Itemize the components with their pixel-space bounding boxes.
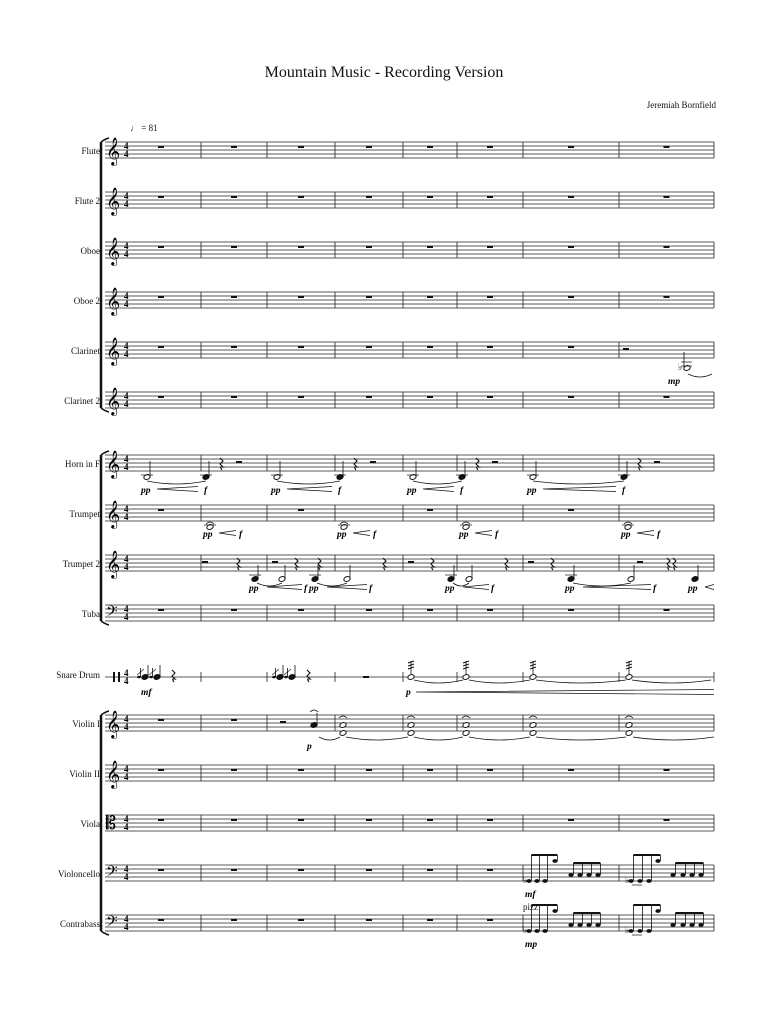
dynamic-pp: pp <box>621 530 631 540</box>
quarter-rest <box>220 458 223 470</box>
time-signature: 4 <box>124 504 129 514</box>
instrument-label: Horn in F <box>64 459 100 469</box>
whole-rest <box>487 346 493 348</box>
instrument-label: Clarinet 2 <box>64 396 100 406</box>
whole-rest <box>231 346 237 348</box>
notehead <box>407 674 415 681</box>
whole-rest <box>158 346 164 348</box>
tie <box>414 680 463 683</box>
time-signature: 4 <box>124 512 129 522</box>
whole-rest <box>427 769 433 771</box>
tie <box>414 737 463 740</box>
whole-rest <box>487 196 493 198</box>
whole-rest <box>568 769 574 771</box>
treble-clef-icon: 𝄞 <box>106 710 121 738</box>
notehead <box>655 909 660 913</box>
treble-clef-icon: 𝄞 <box>106 337 121 365</box>
whole-rest <box>298 146 304 148</box>
time-signature: 4 <box>124 822 129 832</box>
quarter-rest <box>295 558 298 570</box>
instrument-label: Viola <box>80 819 100 829</box>
half-rest <box>623 348 629 350</box>
whole-rest <box>158 609 164 611</box>
whole-rest <box>231 396 237 398</box>
time-signature: 4 <box>124 604 129 614</box>
notehead <box>552 909 557 913</box>
treble-clef-icon: 𝄞 <box>106 500 121 528</box>
half-rest <box>492 461 498 463</box>
whole-rest <box>298 196 304 198</box>
dynamic-mf: mf <box>525 890 536 900</box>
flat-icon: ♭ <box>678 362 683 372</box>
whole-rest <box>366 869 372 871</box>
flat-icon: ♭ <box>625 925 630 935</box>
whole-rest <box>427 609 433 611</box>
dynamic-f: f <box>373 530 377 540</box>
time-signature: 4 <box>124 864 129 874</box>
composer-name: Jeremiah Bornfield <box>646 100 716 110</box>
pizz-annotation: pizz <box>523 902 538 912</box>
whole-rest <box>298 919 304 921</box>
notehead <box>142 675 148 679</box>
time-signature: 4 <box>124 714 129 724</box>
treble-clef-icon: 𝄞 <box>106 237 121 265</box>
fermata-icon <box>340 522 348 524</box>
whole-rest <box>231 719 237 721</box>
whole-rest <box>366 346 372 348</box>
whole-rest <box>568 509 574 511</box>
whole-rest <box>487 769 493 771</box>
instrument-label: Flute <box>81 146 100 156</box>
tie <box>536 680 626 683</box>
time-signature: 4 <box>124 612 129 622</box>
dynamic-f: f <box>304 584 308 594</box>
whole-rest <box>158 296 164 298</box>
tempo-marking: ♩ = 81 <box>130 123 158 133</box>
flat-icon: ♭ <box>523 925 528 935</box>
time-signature: 4 <box>124 554 129 564</box>
instrument-label: Violin II <box>69 769 100 779</box>
whole-rest <box>427 346 433 348</box>
tie <box>346 737 408 740</box>
time-signature: 4 <box>124 149 129 159</box>
whole-rest <box>487 396 493 398</box>
notehead <box>586 923 591 927</box>
time-signature: 4 <box>124 299 129 309</box>
half-rest <box>654 461 660 463</box>
tie <box>277 481 340 484</box>
instrument-label: Clarinet <box>71 346 100 356</box>
dynamic-f: f <box>239 530 243 540</box>
bass-clef-icon: 𝄢 <box>106 863 118 884</box>
dynamic-pp: pp <box>337 530 347 540</box>
time-signature: 4 <box>124 241 129 251</box>
notehead <box>698 923 703 927</box>
fermata-icon <box>206 522 214 524</box>
time-signature: 4 <box>124 391 129 401</box>
crescendo-hairpin <box>219 531 236 536</box>
percussion-clef <box>118 672 120 682</box>
quarter-rest <box>383 558 386 570</box>
crescendo-hairpin <box>423 487 454 492</box>
notehead <box>577 873 582 877</box>
notehead <box>680 923 685 927</box>
whole-rest <box>568 296 574 298</box>
instrument-label: Trumpet 2 <box>62 559 100 569</box>
instrument-label: Oboe 2 <box>73 296 100 306</box>
dynamic-f: f <box>495 530 499 540</box>
time-signature: 4 <box>124 191 129 201</box>
dynamic-f: f <box>491 584 495 594</box>
tie <box>319 737 340 740</box>
whole-rest <box>664 196 670 198</box>
dynamic-p: p <box>406 688 411 698</box>
time-signature: 4 <box>124 676 129 686</box>
whole-rest <box>487 919 493 921</box>
time-signature: 4 <box>124 562 129 572</box>
notehead <box>670 923 675 927</box>
whole-rest <box>366 919 372 921</box>
whole-rest <box>298 609 304 611</box>
crescendo-hairpin <box>637 531 654 536</box>
treble-clef-icon: 𝄞 <box>106 287 121 315</box>
tie <box>533 481 624 484</box>
quarter-rest <box>667 558 670 570</box>
dynamic-f: f <box>204 486 208 496</box>
quarter-rest <box>638 458 641 470</box>
half-rest <box>236 461 242 463</box>
quarter-rest <box>476 458 479 470</box>
time-signature: 4 <box>124 341 129 351</box>
whole-rest <box>487 246 493 248</box>
half-rest <box>637 561 643 563</box>
dynamic-pp: pp <box>445 584 455 594</box>
time-signature: 4 <box>124 141 129 151</box>
whole-rest <box>231 769 237 771</box>
whole-rest <box>231 869 237 871</box>
time-signature: 4 <box>124 668 129 678</box>
notehead <box>646 929 651 933</box>
whole-rest <box>366 296 372 298</box>
crescendo-hairpin <box>327 585 367 590</box>
notehead <box>637 929 642 933</box>
tie <box>453 583 469 586</box>
notehead <box>534 929 539 933</box>
bass-clef-icon: 𝄢 <box>106 603 118 624</box>
notehead <box>542 879 547 883</box>
dynamic-pp: pp <box>271 486 281 496</box>
dynamic-pp: pp <box>309 584 319 594</box>
time-signature: 4 <box>124 349 129 359</box>
time-signature: 4 <box>124 199 129 209</box>
crescendo-hairpin <box>157 487 198 492</box>
whole-rest <box>366 146 372 148</box>
whole-rest <box>231 196 237 198</box>
tie <box>632 680 711 683</box>
whole-rest <box>158 819 164 821</box>
whole-rest <box>427 396 433 398</box>
notehead <box>154 675 160 679</box>
whole-rest <box>231 919 237 921</box>
dynamic-f: f <box>622 486 626 496</box>
notehead <box>689 923 694 927</box>
half-rest <box>528 561 534 563</box>
crescendo-hairpin <box>416 690 714 695</box>
whole-rest <box>231 146 237 148</box>
flat-icon: ♭ <box>523 875 528 885</box>
quarter-rest <box>307 670 310 682</box>
tie <box>469 680 530 683</box>
time-signature: 4 <box>124 291 129 301</box>
whole-rest <box>298 296 304 298</box>
dynamic-p: p <box>307 742 312 752</box>
whole-rest <box>664 819 670 821</box>
tie <box>257 583 282 586</box>
half-rest <box>363 676 369 678</box>
whole-rest <box>427 146 433 148</box>
time-signature: 4 <box>124 814 129 824</box>
whole-rest <box>158 246 164 248</box>
whole-rest <box>487 869 493 871</box>
treble-clef-icon: 𝄞 <box>106 450 121 478</box>
whole-rest <box>487 146 493 148</box>
whole-rest <box>568 346 574 348</box>
whole-rest <box>568 396 574 398</box>
half-rest <box>272 561 278 563</box>
dynamic-pp: pp <box>459 530 469 540</box>
quarter-rest <box>505 558 508 570</box>
whole-rest <box>298 346 304 348</box>
time-signature: 4 <box>124 462 129 472</box>
dynamic-pp: pp <box>203 530 213 540</box>
whole-rest <box>366 396 372 398</box>
whole-rest <box>487 819 493 821</box>
whole-rest <box>158 146 164 148</box>
instrument-label: Violoncello <box>58 869 100 879</box>
whole-rest <box>158 509 164 511</box>
time-signature: 4 <box>124 399 129 409</box>
dynamic-f: f <box>657 530 661 540</box>
half-rest <box>202 561 208 563</box>
tie <box>536 737 626 740</box>
whole-rest <box>664 609 670 611</box>
notehead <box>655 859 660 863</box>
notehead <box>529 674 537 681</box>
time-signature: 4 <box>124 914 129 924</box>
percussion-clef <box>113 672 115 682</box>
crescendo-hairpin <box>353 531 370 536</box>
notehead <box>670 873 675 877</box>
whole-rest <box>664 396 670 398</box>
quarter-rest <box>237 558 240 570</box>
notehead <box>568 923 573 927</box>
whole-rest <box>231 246 237 248</box>
fermata-icon <box>462 522 470 524</box>
whole-rest <box>298 509 304 511</box>
bass-clef-icon: 𝄢 <box>106 913 118 934</box>
notehead <box>625 674 633 681</box>
flat-icon: ♭ <box>625 875 630 885</box>
crescendo-hairpin <box>267 585 302 590</box>
quarter-rest <box>318 558 321 570</box>
whole-rest <box>366 609 372 611</box>
time-signature: 4 <box>124 872 129 882</box>
whole-rest <box>568 246 574 248</box>
score-title: Mountain Music - Recording Version <box>264 64 504 81</box>
notehead <box>595 873 600 877</box>
dynamic-mf: mf <box>141 688 152 698</box>
instrument-label: Flute 2 <box>74 196 100 206</box>
dynamic-pp: pp <box>141 486 151 496</box>
whole-rest <box>298 246 304 248</box>
whole-rest <box>298 869 304 871</box>
dynamic-f: f <box>653 584 657 594</box>
whole-rest <box>298 396 304 398</box>
quarter-rest <box>354 458 357 470</box>
whole-rest <box>427 919 433 921</box>
whole-rest <box>366 819 372 821</box>
fermata-icon <box>462 716 470 718</box>
tie <box>147 481 206 484</box>
whole-rest <box>487 296 493 298</box>
whole-rest <box>366 769 372 771</box>
instrument-label: Oboe <box>80 246 100 256</box>
quarter-rest <box>172 670 175 682</box>
notehead <box>637 879 642 883</box>
time-signature: 4 <box>124 722 129 732</box>
whole-rest <box>158 719 164 721</box>
notehead <box>595 923 600 927</box>
notehead <box>689 873 694 877</box>
treble-clef-icon: 𝄞 <box>106 760 121 788</box>
whole-rest <box>427 819 433 821</box>
instrument-label: Snare Drum <box>56 670 100 680</box>
fermata-icon <box>529 716 537 718</box>
whole-rest <box>298 769 304 771</box>
whole-rest <box>231 296 237 298</box>
whole-rest <box>158 869 164 871</box>
notehead <box>552 859 557 863</box>
whole-rest <box>427 246 433 248</box>
time-signature: 4 <box>124 249 129 259</box>
tie <box>413 481 462 484</box>
whole-rest <box>427 196 433 198</box>
notehead <box>289 675 295 679</box>
whole-rest <box>366 246 372 248</box>
notehead <box>542 929 547 933</box>
quarter-rest <box>673 558 676 570</box>
whole-rest <box>427 296 433 298</box>
half-rest <box>280 721 286 723</box>
whole-rest <box>158 196 164 198</box>
notehead <box>698 873 703 877</box>
whole-rest <box>664 246 670 248</box>
instrument-label: Tuba <box>81 609 100 619</box>
treble-clef-icon: 𝄞 <box>106 550 121 578</box>
tie <box>633 737 714 740</box>
dynamic-f: f <box>338 486 342 496</box>
dynamic-pp: pp <box>688 584 698 594</box>
notehead <box>586 873 591 877</box>
whole-rest <box>664 769 670 771</box>
tie <box>688 374 712 377</box>
instrument-label: Contrabass <box>60 919 100 929</box>
fermata-icon <box>624 522 632 524</box>
fermata-icon <box>625 716 633 718</box>
crescendo-hairpin <box>287 487 332 492</box>
whole-rest <box>427 509 433 511</box>
time-signature: 4 <box>124 454 129 464</box>
whole-rest <box>366 196 372 198</box>
whole-rest <box>231 609 237 611</box>
treble-clef-icon: 𝄞 <box>106 387 121 415</box>
whole-rest <box>298 819 304 821</box>
half-rest <box>408 561 414 563</box>
instrument-label: Violin I <box>72 719 100 729</box>
dynamic-pp: pp <box>527 486 537 496</box>
half-rest <box>370 461 376 463</box>
quarter-rest <box>431 558 434 570</box>
treble-clef-icon: 𝄞 <box>106 187 121 215</box>
dynamic-mp: mp <box>525 940 538 950</box>
notehead <box>577 923 582 927</box>
crescendo-hairpin <box>475 531 492 536</box>
crescendo-hairpin <box>463 585 489 590</box>
dynamic-mp: mp <box>668 377 681 387</box>
time-signature: 4 <box>124 922 129 932</box>
whole-rest <box>158 769 164 771</box>
notehead <box>646 879 651 883</box>
whole-rest <box>568 609 574 611</box>
crescendo-hairpin <box>705 585 714 590</box>
whole-rest <box>568 146 574 148</box>
tie <box>469 737 530 740</box>
time-signature: 4 <box>124 772 129 782</box>
whole-rest <box>231 819 237 821</box>
notehead <box>568 873 573 877</box>
whole-rest <box>487 609 493 611</box>
instrument-label: Trumpet <box>69 509 100 519</box>
fermata-icon <box>339 716 347 718</box>
fermata-icon <box>310 710 318 712</box>
whole-rest <box>568 819 574 821</box>
notehead <box>534 879 539 883</box>
whole-rest <box>158 396 164 398</box>
dynamic-pp: pp <box>407 486 417 496</box>
whole-rest <box>158 919 164 921</box>
whole-rest <box>427 869 433 871</box>
whole-rest <box>568 196 574 198</box>
dynamic-pp: pp <box>249 584 259 594</box>
dynamic-f: f <box>460 486 464 496</box>
treble-clef-icon: 𝄞 <box>106 137 121 165</box>
notehead <box>680 873 685 877</box>
quarter-rest <box>551 558 554 570</box>
alto-clef-icon: 𝄡 <box>106 813 117 834</box>
notehead <box>277 675 283 679</box>
notehead <box>462 674 470 681</box>
tie <box>317 583 347 586</box>
crescendo-hairpin <box>543 487 616 492</box>
fermata-icon <box>407 716 415 718</box>
whole-rest <box>664 146 670 148</box>
time-signature: 4 <box>124 764 129 774</box>
whole-rest <box>664 296 670 298</box>
dynamic-pp: pp <box>565 584 575 594</box>
dynamic-f: f <box>369 584 373 594</box>
